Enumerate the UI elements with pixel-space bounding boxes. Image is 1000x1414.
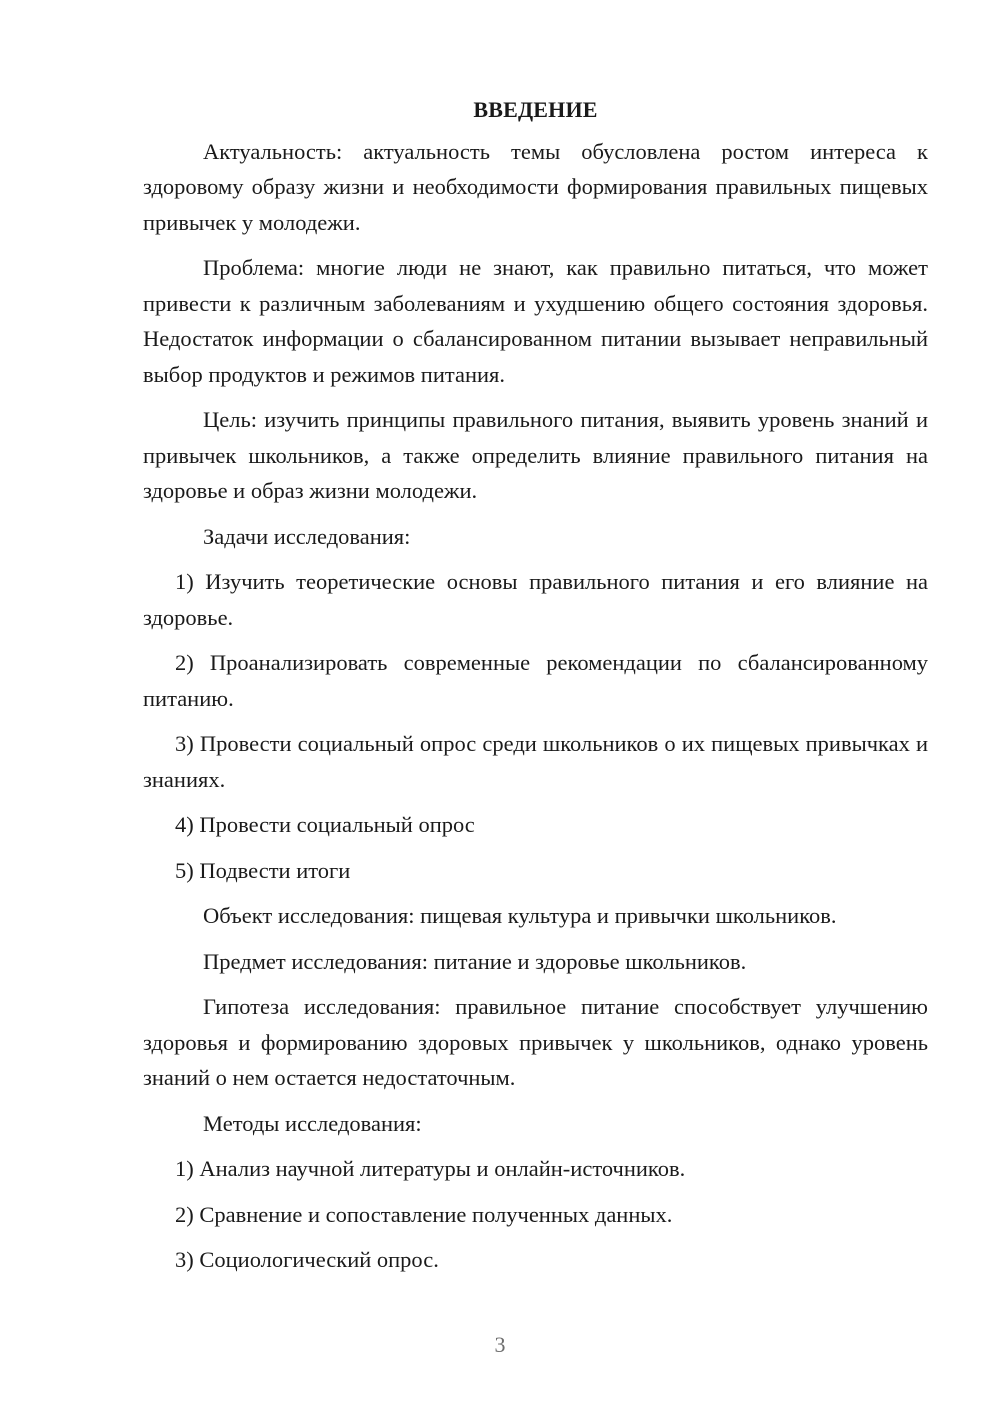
task-item-2: 2) Проанализировать современные рекомендации по сбалансированному питанию. xyxy=(143,650,928,711)
methods-heading: Методы исследования: xyxy=(203,1110,422,1136)
task-item-4: 4) Провести социальный опрос xyxy=(175,812,475,837)
document-page xyxy=(143,92,928,1288)
relevance-paragraph: Актуальность: актуальность темы обусловлена ростом интереса к здоровому образу жизни и необходимости формирования правильных пищевых привычек у молодежи. xyxy=(143,138,928,235)
task-item-1: 1) Изучить теоретические основы правильного питания и его влияние на здоровье. xyxy=(143,569,928,630)
task-item-5: 5) Подвести итоги xyxy=(175,857,351,883)
method-item-3: 3) Социологический опрос. xyxy=(175,1247,439,1272)
section-heading: ВВЕДЕНИЕ xyxy=(473,97,598,122)
hypothesis-paragraph: Гипотеза исследования: правильное питание способствует улучшению здоровья и формированию здоровых привычек у школьников, однако уровень знаний о нем остается недостаточным. xyxy=(143,994,928,1090)
problem-paragraph: Проблема: многие люди не знают, как правильно питаться, что может привести к различным заболеваниям и ухудшению общего состояния здоровья. Недостаток информации о сбалансированном питании вызывает неправильный выбор продуктов и режимов питания. xyxy=(143,255,928,387)
page-number: 3 xyxy=(494,1332,506,1357)
method-item-1: 1) Анализ научной литературы и онлайн-источников. xyxy=(175,1156,686,1181)
object-paragraph: Объект исследования: пищевая культура и привычки школьников. xyxy=(203,903,837,928)
goal-paragraph: Цель: изучить принципы правильного питания, выявить уровень знаний и привычек школьников, а также определить влияние правильного питания на здоровье и образ жизни молодежи. xyxy=(143,407,928,503)
task-item-3: 3) Провести социальный опрос среди школьников о их пищевых привычках и знаниях. xyxy=(143,731,928,792)
method-item-2: 2) Сравнение и сопоставление полученных данных. xyxy=(175,1201,673,1227)
subject-paragraph: Предмет исследования: питание и здоровье школьников. xyxy=(203,948,747,974)
tasks-heading: Задачи исследования: xyxy=(203,523,411,549)
